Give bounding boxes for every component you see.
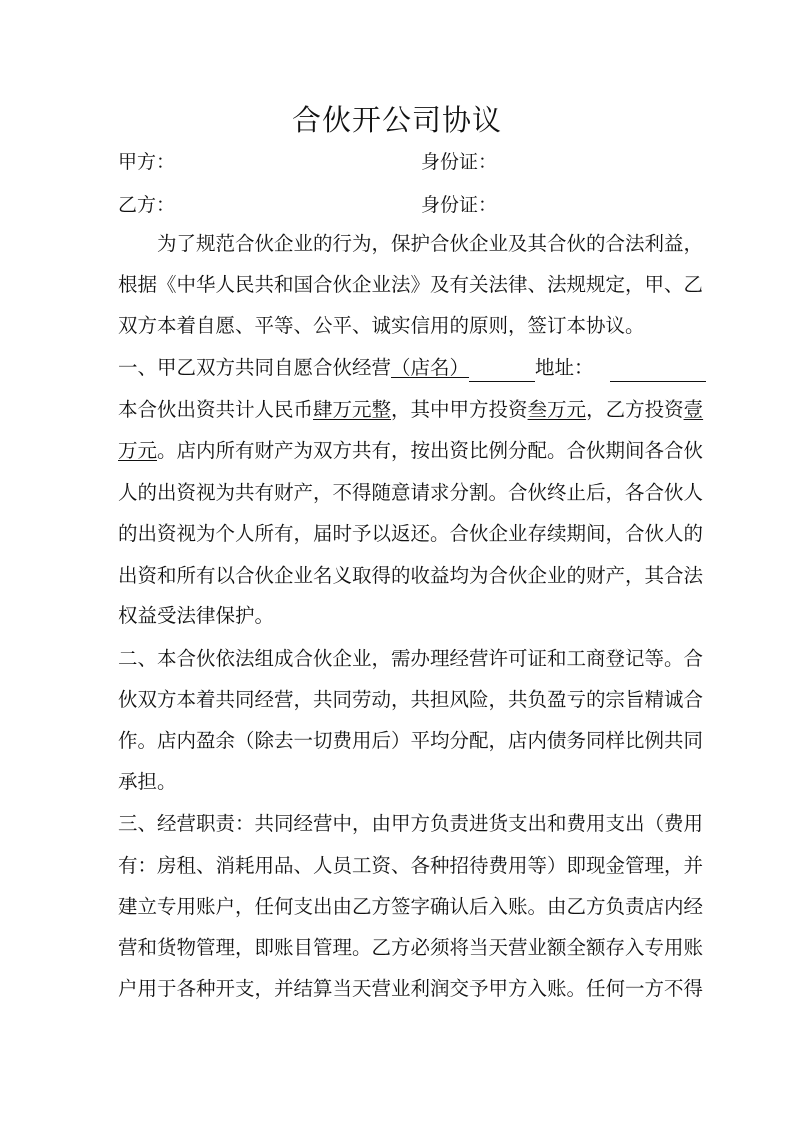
intro-line: 为了规范合伙企业的行为，保护合伙企业及其合伙的合法利益，	[118, 232, 704, 255]
address-blank	[610, 361, 706, 382]
clause2-line: 二、本合伙依法组成合伙企业，需办理经营许可证和工商登记等。合	[118, 647, 704, 670]
clause2-line: 伙双方本着共同经营，共同劳动，共担风险，共负盈亏的宗旨精诚合	[118, 688, 704, 711]
party-a-row	[118, 147, 498, 174]
clause1-line-1	[118, 354, 675, 382]
intro-line: 根据《中华人民共和国合伙企业法》及有关法律、法规规定，甲、乙	[118, 273, 704, 296]
clause1-line: 的出资视为个人所有，届时予以返还。合伙企业存续期间，合伙人的	[118, 522, 704, 545]
clause1-text: ，乙方投资	[586, 398, 684, 421]
clause1-line-2	[118, 396, 704, 424]
clause1-line-3	[118, 437, 704, 465]
clause1-prefix: 一、甲乙双方共同自愿合伙经营	[118, 356, 392, 379]
shop-name-blank	[469, 361, 535, 382]
party-a-id-label: 身份证：	[421, 151, 498, 173]
party-b-amount: 壹	[683, 398, 704, 421]
clause3-line: 三、经营职责：共同经营中，由甲方负责进货支出和费用支出（费用	[118, 812, 704, 835]
party-b-row	[118, 190, 498, 217]
clause3-line: 建立专用账户，任何支出由乙方签字确认后入账。由乙方负责店内经	[118, 895, 704, 918]
address-label: 地址：	[535, 356, 594, 379]
clause3-line: 户用于各种开支，并结算当天营业利润交予甲方入账。任何一方不得	[118, 977, 704, 1000]
clause1-line: 权益受法律保护。	[118, 604, 275, 627]
clause1-line: 人的出资视为共有财产，不得随意请求分割。合伙终止后，各合伙人	[118, 481, 704, 504]
party-a-amount: 叁万元	[527, 398, 587, 421]
clause1-text: 本合伙出资共计人民币	[118, 398, 314, 421]
party-b-label: 乙方：	[118, 194, 176, 216]
party-a-label: 甲方：	[118, 151, 176, 173]
clause2-line: 承担。	[118, 770, 177, 793]
clause3-line: 有：房租、消耗用品、人员工资、各种招待费用等）即现金管理，并	[118, 854, 704, 877]
clause1-line: 出资和所有以合伙企业名义取得的收益均为合伙企业的财产，其合法	[118, 564, 704, 587]
clause2-line: 作。店内盈余（除去一切费用后）平均分配，店内债务同样比例共同	[118, 729, 704, 752]
clause1-text: 。店内所有财产为双方共有，按出资比例分配。合伙期间各合伙	[157, 439, 704, 462]
total-amount: 肆万元整	[313, 398, 392, 421]
clause3-line: 营和货物管理，即账目管理。乙方必须将当天营业额全额存入专用账	[118, 936, 704, 959]
shop-name-field: （店名）	[391, 356, 470, 379]
intro-line: 双方本着自愿、平等、公平、诚实信用的原则，签订本协议。	[118, 314, 645, 337]
clause1-text: ，其中甲方投资	[391, 398, 528, 421]
party-b-amount-cont: 万元	[118, 439, 158, 462]
document-title: 合伙开公司协议	[291, 103, 502, 137]
party-b-id-label: 身份证：	[421, 194, 498, 216]
